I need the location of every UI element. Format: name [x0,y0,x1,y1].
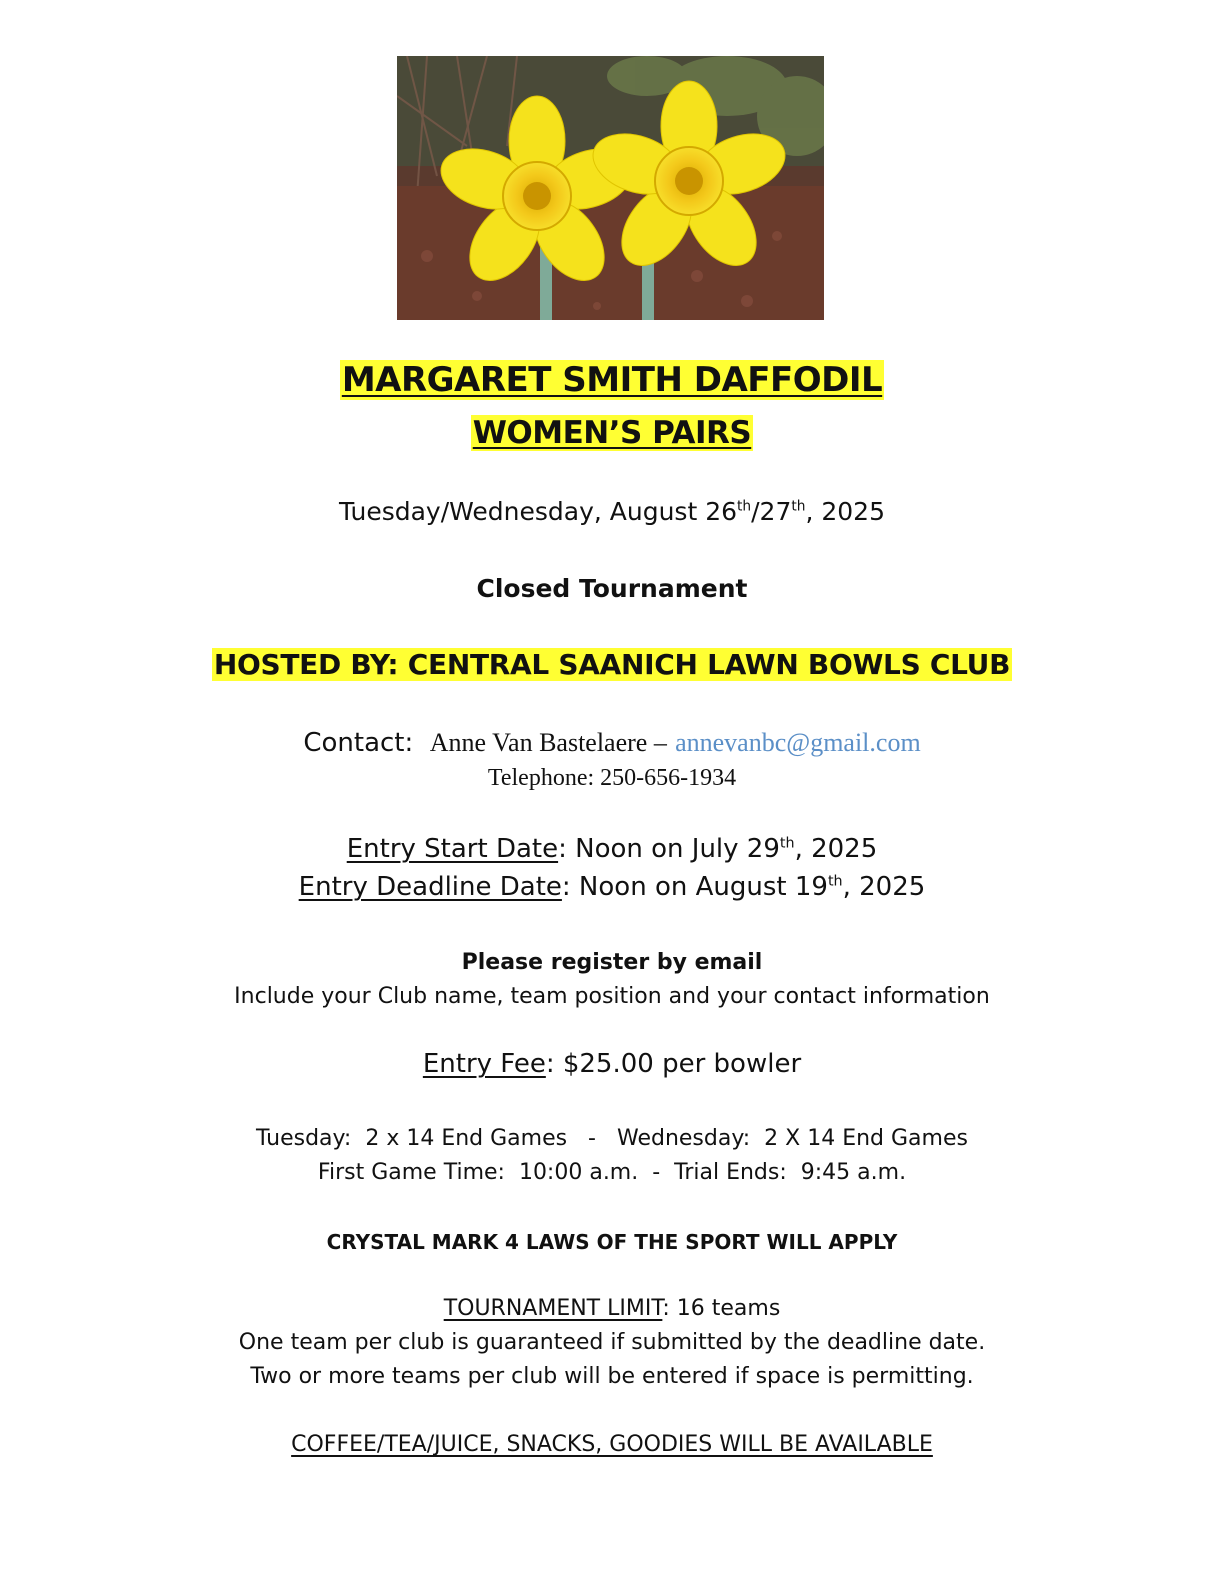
entry-deadline-sup: th [827,873,843,890]
schedule-games: Tuesday: 2 x 14 End Games - Wednesday: 2 X 14 End Games [256,1126,968,1151]
event-title-line1: MARGARET SMITH DAFFODIL [341,360,883,400]
dates-middle: /27 [751,497,792,526]
tournament-limit-label: TOURNAMENT LIMIT [443,1296,663,1321]
dates-prefix: Tuesday/Wednesday, August 26 [339,497,738,526]
entry-start-label: Entry Start Date [346,834,559,864]
dates-suffix: , 2025 [805,497,885,526]
event-subtitle [0,415,1224,451]
refreshments-text: COFFEE/TEA/JUICE, SNACKS, GOODIES WILL BE AVAILABLE [291,1432,933,1457]
contact-line [0,728,1224,758]
contact-name: Anne Van Bastelaere – [429,728,667,757]
contact-telephone: Telephone: 250-656-1934 [487,765,737,791]
refreshments [0,1432,1224,1457]
event-title-line2: WOMEN’S PAIRS [472,415,752,451]
dates-sup1: th [737,498,752,515]
register-details: Include your Club name, team position and your contact information [234,984,990,1009]
contact-label: Contact: [303,728,414,758]
event-title [0,360,1224,400]
entry-start-text: : Noon on July 29 [558,834,780,864]
entry-fee-value: : $25.00 per bowler [545,1049,802,1079]
entry-fee-label: Entry Fee [422,1049,546,1079]
tournament-limit-value: : 16 teams [662,1296,781,1321]
entry-deadline-date [0,872,1224,902]
register-heading: Please register by email [461,950,763,975]
tournament-limit [0,1296,1224,1321]
entry-start-year: , 2025 [794,834,878,864]
dates-sup2: th [791,498,806,515]
contact-email-link[interactable]: annevanbc@gmail.com [675,728,921,757]
entry-start-date [0,834,1224,864]
event-dates [0,497,1224,526]
daffodil-photo [397,56,824,320]
host-club-text: HOSTED BY: CENTRAL SAANICH LAWN BOWLS CLUB [213,648,1011,681]
entry-fee [0,1049,1224,1079]
limit-guarantee: One team per club is guaranteed if submitted by the deadline date. [238,1330,986,1355]
entry-start-sup: th [779,835,795,852]
entry-deadline-label: Entry Deadline Date [298,872,562,902]
host-club [0,648,1224,681]
entry-deadline-year: , 2025 [842,872,926,902]
tournament-type: Closed Tournament [476,574,748,603]
schedule-times: First Game Time: 10:00 a.m. - Trial Ends: 9:45 a.m. [317,1160,907,1185]
limit-additional: Two or more teams per club will be entered if space is permitting. [250,1364,974,1389]
laws-notice: CRYSTAL MARK 4 LAWS OF THE SPORT WILL APPLY [326,1230,898,1254]
entry-deadline-text: : Noon on August 19 [561,872,828,902]
